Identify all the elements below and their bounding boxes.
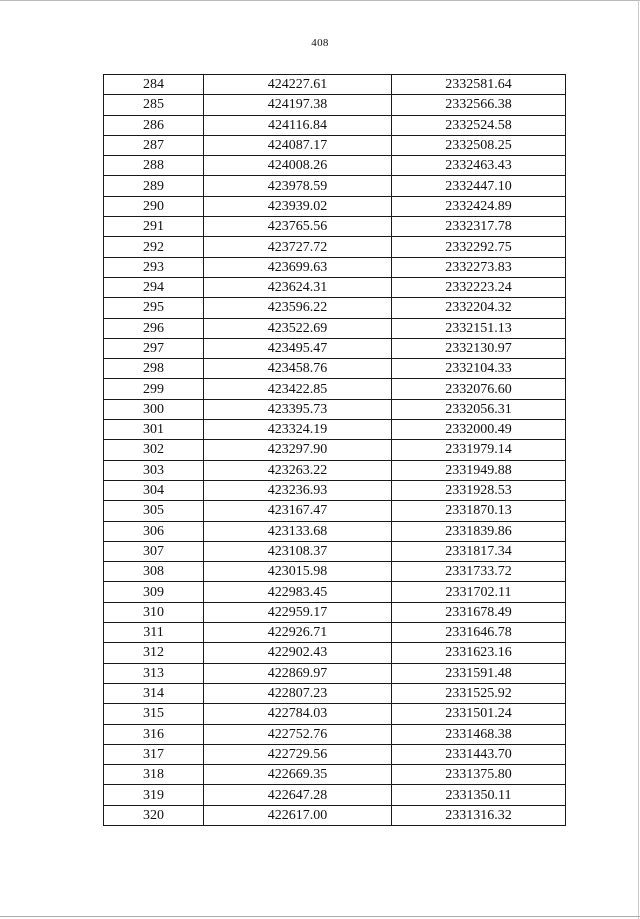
x-coordinate-cell: 422669.35 — [204, 765, 392, 785]
y-coordinate-cell: 2331623.16 — [392, 643, 566, 663]
point-number-cell: 299 — [104, 379, 204, 399]
x-coordinate-cell: 423263.22 — [204, 460, 392, 480]
x-coordinate-cell: 422869.97 — [204, 663, 392, 683]
x-coordinate-cell: 424087.17 — [204, 135, 392, 155]
table-row — [104, 683, 566, 703]
point-number-cell: 315 — [104, 704, 204, 724]
x-coordinate-cell: 422647.28 — [204, 785, 392, 805]
y-coordinate-cell: 2331817.34 — [392, 541, 566, 561]
table-row — [104, 460, 566, 480]
y-coordinate-cell: 2332524.58 — [392, 115, 566, 135]
x-coordinate-cell: 423522.69 — [204, 318, 392, 338]
y-coordinate-cell: 2332104.33 — [392, 359, 566, 379]
y-coordinate-cell: 2332581.64 — [392, 75, 566, 95]
x-coordinate-cell: 422902.43 — [204, 643, 392, 663]
point-number-cell: 313 — [104, 663, 204, 683]
x-coordinate-cell: 423624.31 — [204, 277, 392, 297]
point-number-cell: 320 — [104, 805, 204, 825]
point-number-cell: 303 — [104, 460, 204, 480]
table-row — [104, 765, 566, 785]
point-number-cell: 305 — [104, 501, 204, 521]
table-row — [104, 643, 566, 663]
table-row — [104, 135, 566, 155]
table-row — [104, 115, 566, 135]
y-coordinate-cell: 2331468.38 — [392, 724, 566, 744]
y-coordinate-cell: 2331316.32 — [392, 805, 566, 825]
x-coordinate-cell: 422752.76 — [204, 724, 392, 744]
table-row — [104, 156, 566, 176]
point-number-cell: 317 — [104, 744, 204, 764]
y-coordinate-cell: 2332000.49 — [392, 420, 566, 440]
y-coordinate-cell: 2332056.31 — [392, 399, 566, 419]
table-row — [104, 75, 566, 95]
x-coordinate-cell: 423236.93 — [204, 480, 392, 500]
y-coordinate-cell: 2331979.14 — [392, 440, 566, 460]
point-number-cell: 284 — [104, 75, 204, 95]
y-coordinate-cell: 2331928.53 — [392, 480, 566, 500]
y-coordinate-cell: 2332204.32 — [392, 298, 566, 318]
y-coordinate-cell: 2331646.78 — [392, 623, 566, 643]
point-number-cell: 289 — [104, 176, 204, 196]
point-number-cell: 306 — [104, 521, 204, 541]
point-number-cell: 301 — [104, 420, 204, 440]
point-number-cell: 308 — [104, 562, 204, 582]
table-row — [104, 176, 566, 196]
x-coordinate-cell: 423395.73 — [204, 399, 392, 419]
table-row — [104, 277, 566, 297]
y-coordinate-cell: 2331525.92 — [392, 683, 566, 703]
x-coordinate-cell: 424197.38 — [204, 95, 392, 115]
point-number-cell: 304 — [104, 480, 204, 500]
x-coordinate-cell: 423495.47 — [204, 338, 392, 358]
scan-edge-bottom — [0, 916, 640, 917]
table-row — [104, 562, 566, 582]
x-coordinate-cell: 423297.90 — [204, 440, 392, 460]
table-row — [104, 724, 566, 744]
table-row — [104, 440, 566, 460]
y-coordinate-cell: 2331678.49 — [392, 602, 566, 622]
point-number-cell: 286 — [104, 115, 204, 135]
table-row — [104, 663, 566, 683]
table-row — [104, 501, 566, 521]
scan-edge-top — [0, 0, 640, 1]
table-row — [104, 318, 566, 338]
table-row — [104, 338, 566, 358]
point-number-cell: 293 — [104, 257, 204, 277]
table-row — [104, 744, 566, 764]
x-coordinate-cell: 423167.47 — [204, 501, 392, 521]
page-number: 408 — [311, 37, 329, 49]
table-row — [104, 379, 566, 399]
point-number-cell: 298 — [104, 359, 204, 379]
y-coordinate-cell: 2332463.43 — [392, 156, 566, 176]
x-coordinate-cell: 424008.26 — [204, 156, 392, 176]
x-coordinate-cell: 423765.56 — [204, 217, 392, 237]
point-number-cell: 319 — [104, 785, 204, 805]
table-row — [104, 237, 566, 257]
x-coordinate-cell: 424227.61 — [204, 75, 392, 95]
x-coordinate-cell: 422729.56 — [204, 744, 392, 764]
table-row — [104, 541, 566, 561]
x-coordinate-cell: 423133.68 — [204, 521, 392, 541]
y-coordinate-cell: 2331591.48 — [392, 663, 566, 683]
y-coordinate-cell: 2331949.88 — [392, 460, 566, 480]
table-row — [104, 704, 566, 724]
y-coordinate-cell: 2331443.70 — [392, 744, 566, 764]
y-coordinate-cell: 2332566.38 — [392, 95, 566, 115]
x-coordinate-cell: 422959.17 — [204, 602, 392, 622]
coordinate-table — [103, 74, 566, 826]
y-coordinate-cell: 2332424.89 — [392, 196, 566, 216]
coordinate-table-body — [104, 75, 566, 826]
point-number-cell: 296 — [104, 318, 204, 338]
table-row — [104, 785, 566, 805]
table-row — [104, 582, 566, 602]
table-row — [104, 95, 566, 115]
table-row — [104, 196, 566, 216]
x-coordinate-cell: 423458.76 — [204, 359, 392, 379]
table-row — [104, 805, 566, 825]
y-coordinate-cell: 2331839.86 — [392, 521, 566, 541]
y-coordinate-cell: 2331733.72 — [392, 562, 566, 582]
x-coordinate-cell: 422784.03 — [204, 704, 392, 724]
y-coordinate-cell: 2331702.11 — [392, 582, 566, 602]
x-coordinate-cell: 422926.71 — [204, 623, 392, 643]
y-coordinate-cell: 2332273.83 — [392, 257, 566, 277]
x-coordinate-cell: 423422.85 — [204, 379, 392, 399]
table-row — [104, 480, 566, 500]
table-row — [104, 602, 566, 622]
x-coordinate-cell: 423939.02 — [204, 196, 392, 216]
point-number-cell: 297 — [104, 338, 204, 358]
x-coordinate-cell: 424116.84 — [204, 115, 392, 135]
point-number-cell: 288 — [104, 156, 204, 176]
point-number-cell: 307 — [104, 541, 204, 561]
point-number-cell: 287 — [104, 135, 204, 155]
y-coordinate-cell: 2332151.13 — [392, 318, 566, 338]
x-coordinate-cell: 422807.23 — [204, 683, 392, 703]
point-number-cell: 290 — [104, 196, 204, 216]
y-coordinate-cell: 2332223.24 — [392, 277, 566, 297]
x-coordinate-cell: 423108.37 — [204, 541, 392, 561]
point-number-cell: 312 — [104, 643, 204, 663]
x-coordinate-cell: 422983.45 — [204, 582, 392, 602]
table-row — [104, 298, 566, 318]
table-row — [104, 399, 566, 419]
y-coordinate-cell: 2332447.10 — [392, 176, 566, 196]
table-row — [104, 217, 566, 237]
point-number-cell: 300 — [104, 399, 204, 419]
point-number-cell: 291 — [104, 217, 204, 237]
scan-edge-right — [638, 0, 639, 919]
x-coordinate-cell: 423699.63 — [204, 257, 392, 277]
x-coordinate-cell: 423727.72 — [204, 237, 392, 257]
y-coordinate-cell: 2331870.13 — [392, 501, 566, 521]
point-number-cell: 309 — [104, 582, 204, 602]
y-coordinate-cell: 2332508.25 — [392, 135, 566, 155]
x-coordinate-cell: 423978.59 — [204, 176, 392, 196]
point-number-cell: 295 — [104, 298, 204, 318]
y-coordinate-cell: 2331501.24 — [392, 704, 566, 724]
table-row — [104, 623, 566, 643]
point-number-cell: 302 — [104, 440, 204, 460]
point-number-cell: 310 — [104, 602, 204, 622]
point-number-cell: 318 — [104, 765, 204, 785]
table-row — [104, 359, 566, 379]
y-coordinate-cell: 2331375.80 — [392, 765, 566, 785]
point-number-cell: 311 — [104, 623, 204, 643]
x-coordinate-cell: 422617.00 — [204, 805, 392, 825]
y-coordinate-cell: 2332076.60 — [392, 379, 566, 399]
x-coordinate-cell: 423324.19 — [204, 420, 392, 440]
y-coordinate-cell: 2331350.11 — [392, 785, 566, 805]
point-number-cell: 285 — [104, 95, 204, 115]
table-row — [104, 257, 566, 277]
x-coordinate-cell: 423596.22 — [204, 298, 392, 318]
point-number-cell: 316 — [104, 724, 204, 744]
point-number-cell: 292 — [104, 237, 204, 257]
point-number-cell: 294 — [104, 277, 204, 297]
y-coordinate-cell: 2332292.75 — [392, 237, 566, 257]
table-row — [104, 420, 566, 440]
point-number-cell: 314 — [104, 683, 204, 703]
x-coordinate-cell: 423015.98 — [204, 562, 392, 582]
y-coordinate-cell: 2332317.78 — [392, 217, 566, 237]
table-row — [104, 521, 566, 541]
y-coordinate-cell: 2332130.97 — [392, 338, 566, 358]
